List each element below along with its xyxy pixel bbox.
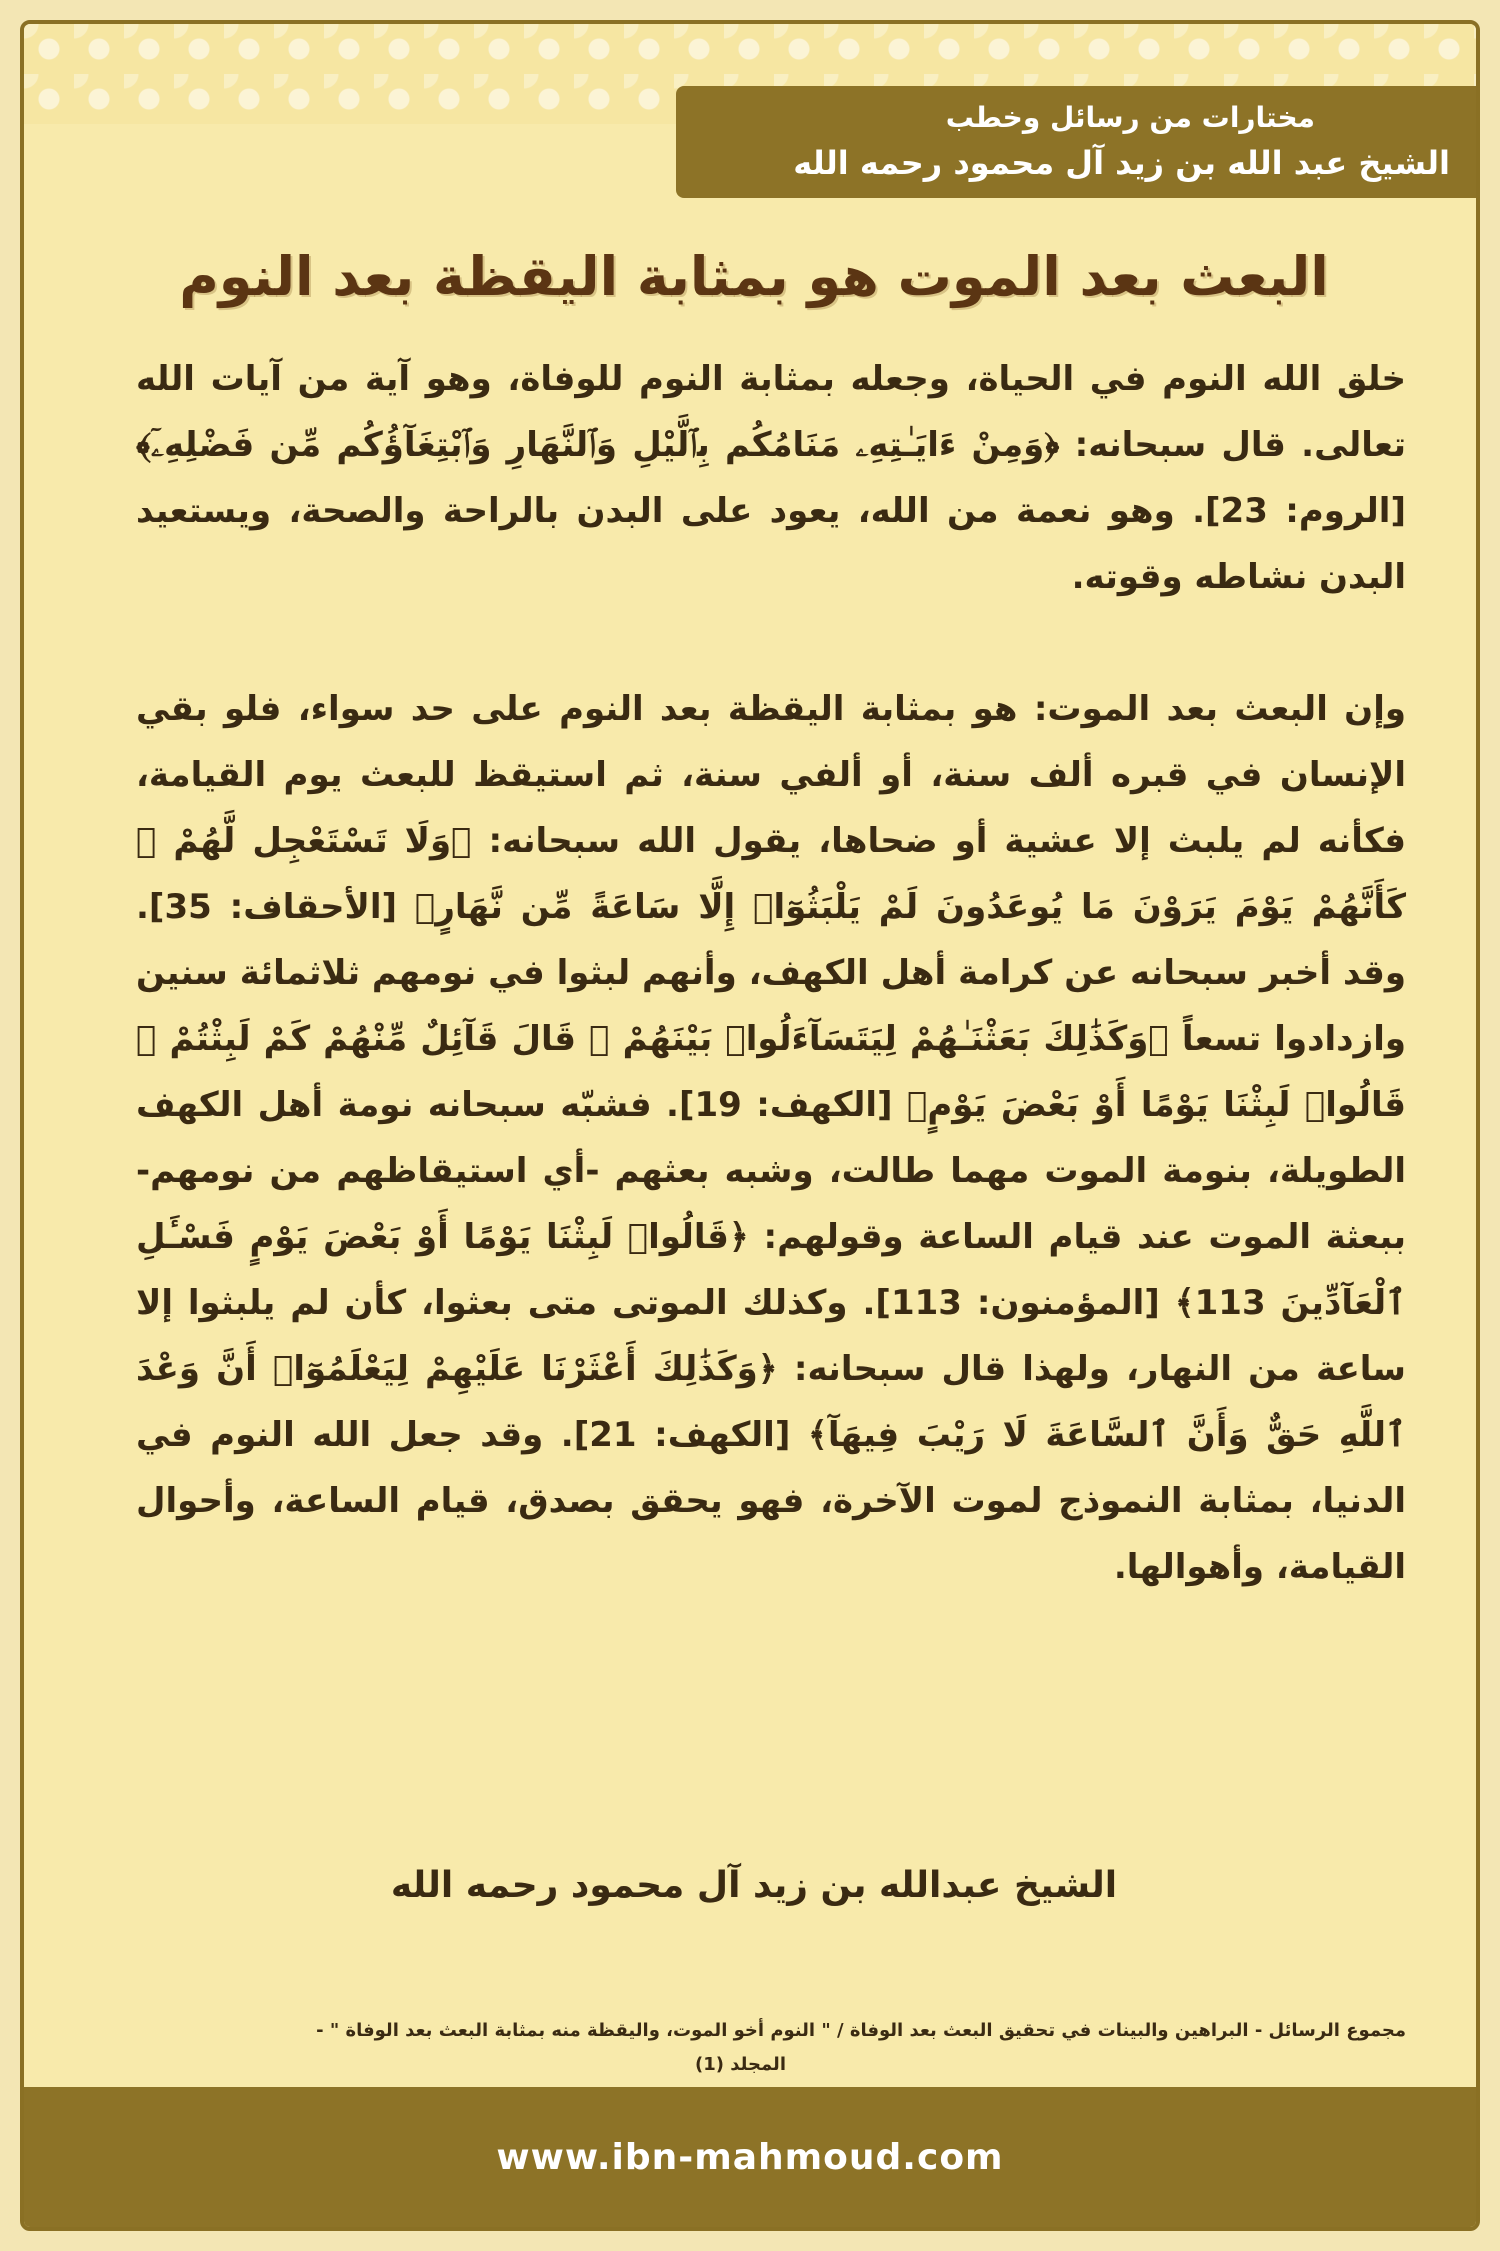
- reference-line-1: مجموع الرسائل - البراهين والبينات في تحقيق البعث بعد الوفاة / " النوم أخو الموت، واليقظة منه بمثابة البعث بعد الوفاة " -: [316, 2020, 1406, 2041]
- paragraph-2: وإن البعث بعد الموت: هو بمثابة اليقظة بعد النوم على حد سواء، فلو بقي الإنسان في قبره ألف سنة، أو ألفي سنة، ثم استيقظ للبعث يوم القيامة، فكأنه لم يلبث إلا عشية أو ضحاها، يقول الله سبحانه: ﴿وَلَا تَسْتَعْجِل لَّهُمْ ۚ كَأَنَّهُمْ يَوْمَ يَرَوْنَ مَا يُوعَدُونَ لَمْ يَلْبَثُوٓا۟ إِلَّا سَاعَةً مِّن نَّهَارٍ﴾ [الأحقاف: 35]. وقد أخبر سبحانه عن كرامة أهل الكهف، وأنهم لبثوا في نومهم ثلاثمائة سنين وازدادوا تسعاً ﴿وَكَذَٰلِكَ بَعَثْنَـٰهُمْ لِيَتَسَآءَلُوا۟ بَيْنَهُمْ ۚ قَالَ قَآئِلٌ مِّنْهُمْ كَمْ لَبِثْتُمْ ۖ قَالُوا۟ لَبِثْنَا يَوْمًا أَوْ بَعْضَ يَوْمٍ﴾ [الكهف: 19]. فشبّه سبحانه نومة أهل الكهف الطويلة، بنومة الموت مهما طالت، وشبه بعثهم -أي استيقاظهم من نومهم- ببعثة الموت عند قيام الساعة وقولهم: ﴿قَالُوا۟ لَبِثْنَا يَوْمًا أَوْ بَعْضَ يَوْمٍ فَسْـَٔلِ ٱلْعَآدِّينَ 113﴾ [المؤمنون: 113]. وكذلك الموتى متى بعثوا، كأن لم يلبثوا إلا ساعة من النهار، ولهذا قال سبحانه: ﴿وَكَذَٰلِكَ أَعْثَرْنَا عَلَيْهِمْ لِيَعْلَمُوٓا۟ أَنَّ وَعْدَ ٱللَّهِ حَقٌّ وَأَنَّ ٱلسَّاعَةَ لَا رَيْبَ فِيهَآ﴾ [الكهف: 21]. وقد جعل الله النوم في الدنيا، بمثابة النموذج لموت الآخرة، فهو يحقق بصدق، قيام الساعة، وأحوال القيامة، وأهوالها.: [136, 689, 1407, 1587]
- page-frame: [20, 20, 1480, 2231]
- article-body: [136, 346, 1406, 1600]
- source-reference: [116, 2014, 1406, 2082]
- header-banner: [676, 86, 1476, 198]
- reference-line-2: المجلد (1): [695, 2054, 786, 2075]
- page-title: البعث بعد الموت هو بمثابة اليقظة بعد النوم: [179, 245, 1329, 308]
- footer-banner: [24, 2087, 1476, 2227]
- website-link[interactable]: www.ibn-mahmoud.com: [496, 2136, 1004, 2178]
- header-series-title: مختارات من رسائل وخطب: [945, 101, 1315, 134]
- header-author-name: الشيخ عبد الله بن زيد آل محمود رحمه الله: [793, 144, 1450, 182]
- author-signature: الشيخ عبدالله بن زيد آل محمود رحمه الله: [390, 1865, 1118, 1906]
- paragraph-1: خلق الله النوم في الحياة، وجعله بمثابة النوم للوفاة، وهو آية من آيات الله تعالى. قال سبحانه: ﴿وَمِنْ ءَايَـٰتِهِۦ مَنَامُكُم بِٱلَّيْلِ وَٱلنَّهَارِ وَٱبْتِغَآؤُكُم مِّن فَضْلِهِۦٓ﴾ [الروم: 23]. وهو نعمة من الله، يعود على البدن بالراحة والصحة، ويستعيد البدن نشاطه وقوته.: [136, 359, 1406, 597]
